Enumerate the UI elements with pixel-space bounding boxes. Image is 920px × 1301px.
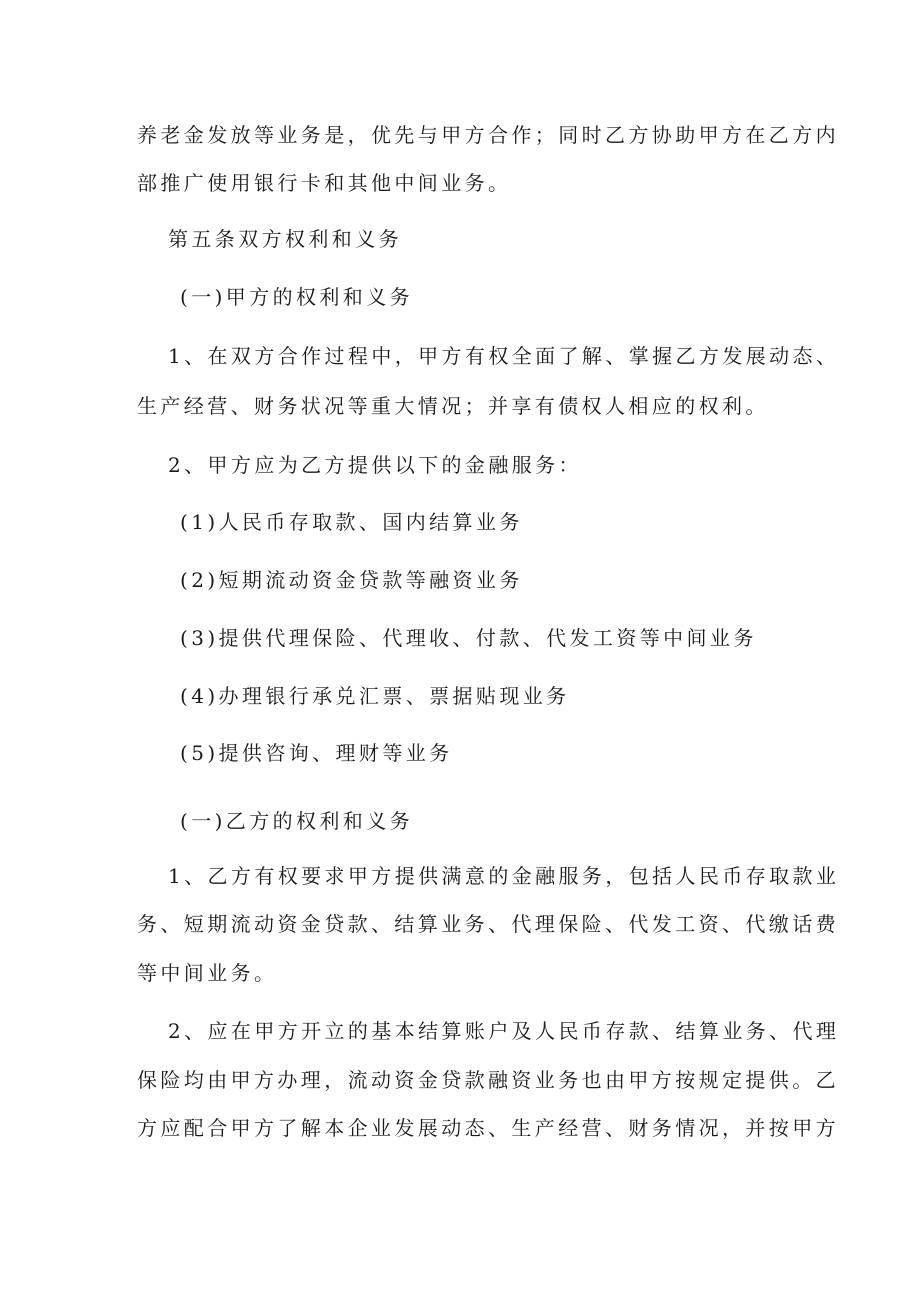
text-line-1: 养老金发放等业务是，优先与甲方合作；同时乙方协助甲方在乙方内 [137,123,839,147]
text-line-18: 保险均由甲方办理，流动资金贷款融资业务也由甲方按规定提供。乙 [137,1068,839,1092]
text-line-6: 生产经营、财务状况等重大情况；并享有债权人相应的权利。 [137,394,769,418]
text-line-14: 1、乙方有权要求甲方提供满意的金融服务，包括人民币存取款业 [168,864,840,888]
text-line-15: 务、短期流动资金贷款、结算业务、代理保险、代发工资、代缴话费 [137,912,839,936]
list-item-3: (3)提供代理保险、代理收、付款、代发工资等中间业务 [180,626,757,650]
list-item-5: (5)提供咨询、理财等业务 [180,741,453,765]
list-item-2: (2)短期流动资金贷款等融资业务 [180,568,523,592]
article-heading: 第五条双方权利和义务 [168,227,402,251]
text-line-7: 2、甲方应为乙方提供以下的金融服务： [168,453,582,477]
list-item-1: (1)人民币存取款、国内结算业务 [180,510,523,534]
section-heading-party-b: (一)乙方的权利和义务 [180,809,414,833]
section-heading-party-a: (一)甲方的权利和义务 [180,285,414,309]
text-line-16: 等中间业务。 [137,961,278,985]
text-line-17: 2、应在甲方开立的基本结算账户及人民币存款、结算业务、代理 [168,1019,840,1043]
list-item-4: (4)办理银行承兑汇票、票据贴现业务 [180,684,570,708]
text-line-5: 1、在双方合作过程中，甲方有权全面了解、掌握乙方发展动态、 [168,344,840,368]
text-line-2: 部推广使用银行卡和其他中间业务。 [137,171,512,195]
text-line-19: 方应配合甲方了解本企业发展动态、生产经营、财务情况，并按甲方 [137,1116,839,1140]
